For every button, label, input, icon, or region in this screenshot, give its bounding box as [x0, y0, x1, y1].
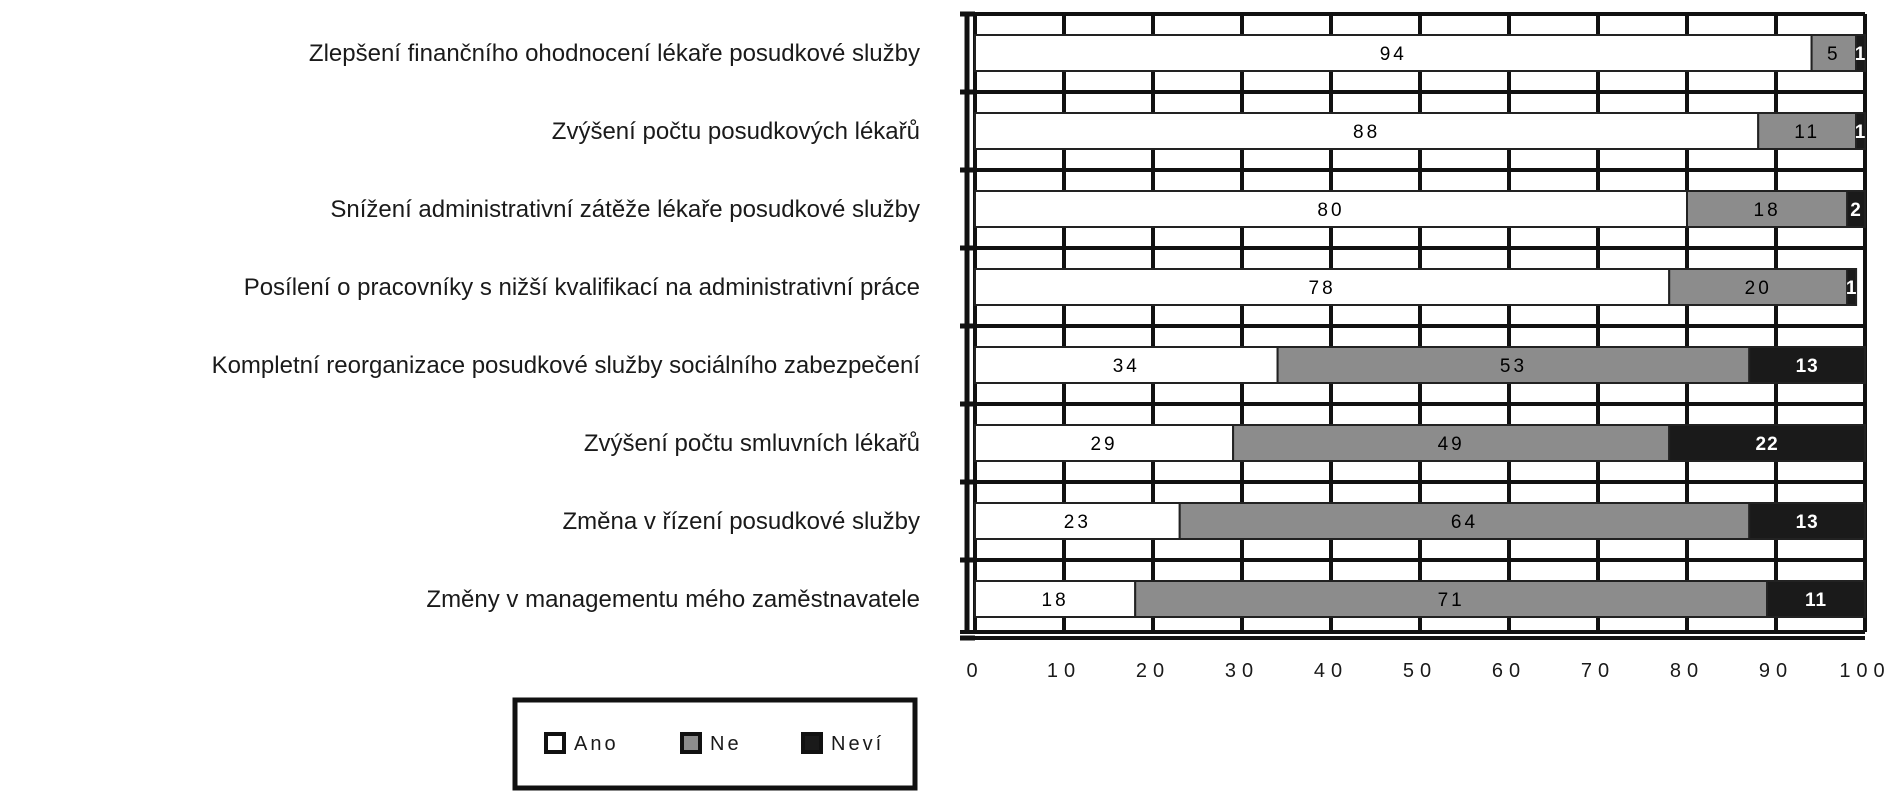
category-label-1: Zvýšení počtu posudkových lékařů — [551, 118, 920, 145]
category-label-7: Změny v managementu mého zaměstnavatele — [426, 586, 920, 613]
category-label-4: Kompletní reorganizace posudkové služby sociálního zabezpečení — [211, 352, 920, 379]
data-label-0-series-0: 94 — [1379, 44, 1407, 65]
data-label-7-series-2: 11 — [1805, 590, 1828, 611]
category-label-3: Posílení o pracovníky s nižší kvalifikací na administrativní práce — [243, 274, 920, 301]
data-label-2-series-1: 18 — [1753, 200, 1781, 221]
x-tick-label-30: 30 — [1224, 660, 1260, 682]
x-tick-label-40: 40 — [1313, 660, 1349, 682]
x-tick-label-10: 10 — [1046, 660, 1082, 682]
legend-swatch-0 — [546, 734, 564, 752]
data-label-0-series-2: 1 — [1854, 44, 1867, 65]
data-label-5-series-2: 22 — [1755, 434, 1779, 455]
x-tick-label-60: 60 — [1491, 660, 1527, 682]
legend-label-1: Ne — [710, 733, 742, 755]
data-label-7-series-0: 18 — [1041, 590, 1069, 611]
legend-swatch-1 — [682, 734, 700, 752]
legend-swatch-2 — [803, 734, 821, 752]
data-label-6-series-0: 23 — [1063, 512, 1091, 533]
x-tick-label-0: 0 — [966, 660, 984, 682]
data-label-7-series-1: 71 — [1437, 590, 1465, 611]
category-label-5: Zvýšení počtu smluvních lékařů — [583, 430, 920, 457]
data-label-6-series-1: 64 — [1450, 512, 1479, 533]
data-label-3-series-2: 1 — [1845, 278, 1858, 299]
data-label-1-series-1: 11 — [1794, 122, 1821, 143]
legend-label-2: Neví — [831, 733, 885, 755]
data-label-6-series-2: 13 — [1795, 512, 1819, 533]
data-label-2-series-0: 80 — [1317, 200, 1345, 221]
category-label-2: Snížení administrativní zátěže lékaře posudkové služby — [330, 196, 920, 223]
data-label-3-series-1: 20 — [1744, 278, 1772, 299]
data-label-1-series-0: 88 — [1353, 122, 1381, 143]
category-label-0: Zlepšení finančního ohodnocení lékaře posudkové služby — [308, 40, 920, 67]
legend-label-0: Ano — [574, 733, 619, 755]
x-tick-label-20: 20 — [1135, 660, 1171, 682]
x-tick-label-100: 100 — [1839, 660, 1891, 682]
data-label-3-series-0: 78 — [1308, 278, 1336, 299]
x-tick-label-70: 70 — [1580, 660, 1616, 682]
x-tick-label-80: 80 — [1669, 660, 1705, 682]
data-label-5-series-1: 49 — [1437, 434, 1465, 455]
data-label-1-series-2: 1 — [1854, 122, 1867, 143]
data-label-4-series-2: 13 — [1795, 356, 1819, 377]
x-tick-label-90: 90 — [1758, 660, 1794, 682]
data-label-4-series-1: 53 — [1499, 356, 1528, 377]
data-label-4-series-0: 34 — [1112, 356, 1140, 377]
data-label-0-series-1: 5 — [1827, 44, 1841, 65]
x-tick-label-50: 50 — [1402, 660, 1438, 682]
data-label-2-series-2: 2 — [1850, 200, 1862, 221]
data-label-5-series-0: 29 — [1090, 434, 1118, 455]
category-label-6: Změna v řízení posudkové služby — [562, 508, 920, 535]
